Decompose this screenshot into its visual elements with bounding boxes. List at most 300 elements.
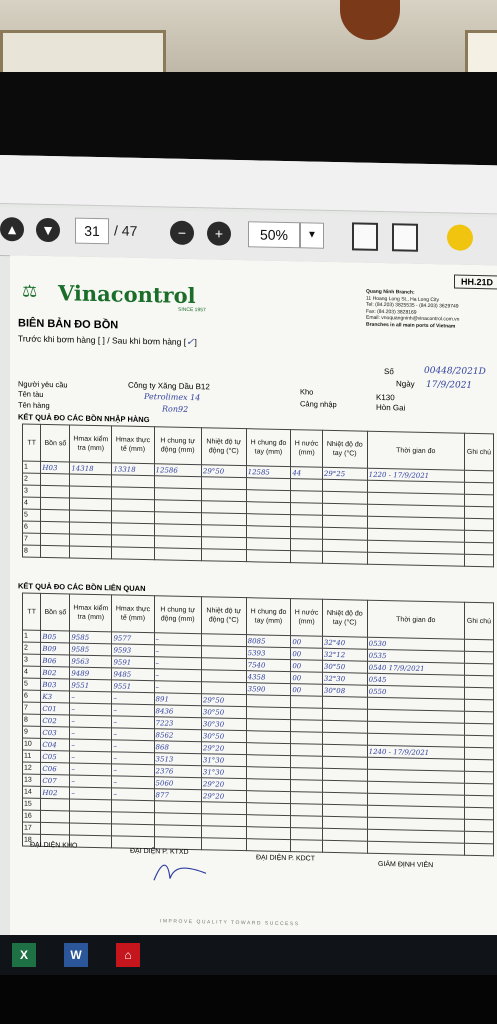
table-cell: – (154, 645, 201, 658)
table-cell (322, 720, 367, 733)
table-cell: 3590 (246, 683, 291, 696)
section-import-title: KẾT QUẢ ĐO CÁC BỒN NHẬP HÀNG (18, 412, 150, 425)
table-cell: – (154, 657, 201, 670)
table-cell (41, 545, 70, 558)
table-cell: 3 (23, 654, 41, 666)
so-value: 00448/2021D (424, 365, 486, 378)
header-cell: Ghi chú (464, 433, 493, 471)
table-cell (41, 533, 70, 546)
table-cell (291, 479, 323, 492)
table-cell: 1 (23, 630, 41, 642)
table-cell: C01 (41, 702, 70, 715)
table-cell: 7223 (154, 717, 201, 730)
table-cell: B03 (41, 678, 70, 691)
table-cell (464, 819, 493, 832)
table-cell: 29°50 (201, 694, 246, 707)
zoom-input[interactable]: 50% (248, 221, 300, 248)
table-cell (201, 634, 246, 647)
table-cell: 9 (23, 726, 41, 738)
table-cell: – (154, 669, 201, 682)
table-cell: 9577 (112, 632, 154, 645)
table-cell (154, 825, 201, 838)
table-cell: 29°50 (201, 465, 246, 478)
table-cell: 00 (291, 672, 323, 685)
table-cell (291, 840, 323, 853)
table-cell (201, 501, 246, 514)
table-cell: – (112, 788, 154, 801)
table-cell (112, 523, 154, 536)
table-cell (201, 670, 246, 683)
comment-icon[interactable] (447, 224, 473, 251)
page-total: / 47 (114, 222, 138, 239)
table-cell (291, 828, 323, 841)
table-cell: – (70, 751, 112, 764)
table-cell: – (112, 704, 154, 717)
table-cell (291, 696, 323, 709)
table-cell (464, 482, 493, 495)
table-cell (70, 534, 112, 547)
table-cell: 8562 (154, 729, 201, 742)
table-cell (291, 515, 323, 528)
table-cell (246, 550, 291, 563)
table-cell (322, 696, 367, 709)
table-cell (201, 477, 246, 490)
page-number-input[interactable]: 31 (75, 218, 109, 245)
table-cell (464, 470, 493, 483)
table-cell (70, 522, 112, 535)
table-cell (112, 547, 154, 560)
table-cell (291, 732, 323, 745)
table-cell (41, 822, 70, 835)
table-cell (154, 488, 201, 501)
table-cell: 32°12 (322, 648, 367, 661)
header-cell: Nhiệt độ tự động (°C) (201, 428, 246, 466)
table-cell (322, 780, 367, 793)
table-cell (322, 527, 367, 540)
table-cell (464, 807, 493, 820)
table-cell (201, 838, 246, 851)
table-cell (41, 521, 70, 534)
monitor-screen (0, 155, 497, 945)
table-cell: 5 (23, 678, 41, 690)
table-cell: 4 (23, 497, 41, 509)
table-cell: 17 (23, 822, 41, 834)
table-cell: – (112, 752, 154, 765)
menu-toolbar (0, 155, 497, 214)
table-cell: 9591 (112, 656, 154, 669)
table-cell (367, 841, 464, 855)
table-cell: B05 (41, 630, 70, 643)
header-cell: Ghi chú (464, 602, 493, 640)
zoom-out-icon[interactable]: − (170, 221, 194, 246)
table-cell (464, 639, 493, 652)
table-cell: 868 (154, 741, 201, 754)
table-cell (246, 707, 291, 720)
check-mark-icon: ✓ (186, 336, 195, 349)
table-cell (464, 554, 493, 567)
table-cell (291, 816, 323, 829)
table-cell: 9585 (70, 631, 112, 644)
table-cell (70, 823, 112, 836)
table-cell: 12586 (154, 464, 201, 477)
table-cell (154, 512, 201, 525)
table-cell (246, 478, 291, 491)
footer-slogan: IMPROVE QUALITY TOWARD SUCCESS (160, 918, 300, 928)
table-cell (464, 518, 493, 531)
table-cell: 14 (23, 786, 41, 798)
table-cell (322, 744, 367, 757)
table-cell (154, 548, 201, 561)
table-cell: 9593 (112, 644, 154, 657)
table-cell: C03 (41, 726, 70, 739)
header-cell: Nhiệt độ đo tay (°C) (322, 430, 367, 468)
lamp (340, 0, 400, 40)
word-icon[interactable]: W (64, 943, 88, 967)
table-cell: 18 (23, 834, 41, 846)
table-cell: 30°30 (201, 718, 246, 731)
table-cell (201, 646, 246, 659)
table-cell (246, 514, 291, 527)
warehouse-value: K130 (376, 392, 395, 403)
table-cell: – (112, 716, 154, 729)
table-cell (70, 510, 112, 523)
monitor-stand (0, 975, 497, 1024)
header-cell: H chung đo tay (mm) (246, 429, 291, 467)
table-cell: 9489 (70, 667, 112, 680)
header-cell: TT (23, 424, 41, 461)
table-cell: – (70, 703, 112, 716)
window-right (465, 30, 497, 78)
table-cell (112, 499, 154, 512)
table-cell: 0540 17/9/2021 (367, 661, 464, 675)
table-cell (322, 816, 367, 829)
table-cell: 7 (23, 702, 41, 714)
table-cell: – (154, 681, 201, 694)
header-cell: Nhiệt độ đo tay (°C) (322, 599, 367, 637)
table-cell (464, 663, 493, 676)
table-cell: 0550 (367, 685, 464, 699)
table-cell: 5060 (154, 777, 201, 790)
table-cell (291, 539, 323, 552)
table-cell: – (70, 739, 112, 752)
table-cell: B06 (41, 654, 70, 667)
table-cell (246, 839, 291, 852)
table-cell (201, 682, 246, 695)
header-cell: H nước (mm) (291, 599, 323, 637)
table-cell (464, 699, 493, 712)
table-cell (154, 536, 201, 549)
table-cell (246, 490, 291, 503)
table-cell: 3 (23, 485, 41, 497)
table-cell (41, 497, 70, 510)
table-cell (70, 486, 112, 499)
table-cell: 891 (154, 693, 201, 706)
table-cell: 1240 - 17/9/2021 (367, 745, 464, 759)
table-cell (112, 511, 154, 524)
header-cell: Hmax thực tế (mm) (112, 426, 154, 464)
table-cell: – (112, 776, 154, 789)
table-cell (70, 498, 112, 511)
table-cell (201, 525, 246, 538)
table-cell (464, 542, 493, 555)
table-cell: C06 (41, 762, 70, 775)
table-cell: C05 (41, 750, 70, 763)
table-cell (201, 814, 246, 827)
table-cell: H02 (41, 786, 70, 799)
branch-info: Quang Ninh Branch: 11 Hoang Long St., Ha Long City Tel: (84.203) 3825535 - (84.203) 3629749 Fax: (84.203) 3828169 Email: vnoquangninh@vinacontrol.com.vn Branches in all main ports of Vietnam (366, 288, 460, 330)
table-cell: 29°20 (201, 742, 246, 755)
table-cell (154, 524, 201, 537)
table-cell (291, 551, 323, 564)
table-cell (322, 503, 367, 516)
header-cell: Hmax thực tế (mm) (112, 595, 154, 633)
table-cell: – (70, 715, 112, 728)
table-cell: 00 (291, 648, 323, 661)
port-value: Hòn Gai (376, 402, 406, 413)
table-cell (322, 804, 367, 817)
table-cell: B09 (41, 642, 70, 655)
table-cell: 8 (23, 545, 41, 557)
table-cell: 29°25 (322, 467, 367, 480)
header-cell: Hmax kiểm tra (mm) (70, 594, 112, 632)
table-cell (464, 831, 493, 844)
table-cell: 00 (291, 684, 323, 697)
table-cell (291, 744, 323, 757)
table-cell: 29°20 (201, 790, 246, 803)
table-cell (201, 658, 246, 671)
table-cell (246, 827, 291, 840)
table-cell (322, 491, 367, 504)
sign-warehouse: ĐẠI DIỆN KHO (30, 841, 78, 850)
table-cell: 4 (23, 666, 41, 678)
table-cell (246, 719, 291, 732)
table-cell (112, 812, 154, 825)
table-cell: 9563 (70, 655, 112, 668)
table-cell (322, 551, 367, 564)
table-cell: 12 (23, 762, 41, 774)
table-cell (291, 527, 323, 540)
table-cell: 29°20 (201, 778, 246, 791)
table-cell: C04 (41, 738, 70, 751)
table-cell (322, 840, 367, 853)
table-cell (464, 843, 493, 856)
table-cell: 5393 (246, 647, 291, 660)
table-cell: 11 (23, 750, 41, 762)
table-cell: 30°50 (201, 730, 246, 743)
table-cell: 13318 (112, 463, 154, 476)
table-cell (464, 506, 493, 519)
table-cell (41, 509, 70, 522)
header-cell: H chung tự động (mm) (154, 596, 201, 634)
table-cell: 14318 (70, 462, 112, 475)
table-cell (201, 513, 246, 526)
table-cell: 9485 (112, 668, 154, 681)
table-cell: 5 (23, 509, 41, 521)
table-cell: 7540 (246, 659, 291, 672)
table-cell (246, 538, 291, 551)
sign-kdct: ĐẠI DIỆN P. KDCT (256, 854, 315, 863)
table-cell (464, 759, 493, 772)
table-cell (464, 494, 493, 507)
table-cell (70, 474, 112, 487)
table-cell (246, 502, 291, 515)
table-cell: 877 (154, 789, 201, 802)
table-cell: – (112, 740, 154, 753)
document-page: HH.21D ⚖ Vinacontrol SINCE 1957 Quang Ninh Branch: 11 Hoang Long St., Ha Long City Tel: (84.203) 3825535 - (84.203) 3629749 Fax: (84.203) 3828169 Email: vnoquangninh@vinacontrol.com.vn Branches in all main ports of Vietnam BIÊN BẢN ĐO BỒN Trước khi bơm hàng [ ] / Sau khi bơm hàng [✓] Số 00448/2021D Ngày 17/9/2021 Người yêu cầu Công ty Xăng Dầu B12 Tên tàu Petrolimex 14 Tên hàng Ron92 Kho K130 Cảng nhập Hòn Gai KẾT QUẢ ĐO CÁC BỒN NHẬP HÀNG TT Bồn số Hmax kiểm tra (mm) Hmax thực tế (mm) H chung tự động (mm) Nhiệt độ tự động (°C) H chung đo tay (mm) H nước (mm) Nhiệt độ đo tay (°C) Thời gian đo Ghi chú 1 H03 14318 13318 12586 29°50 12585 44 29°25 1220 - 17/9/2021 2 3 4 5 6 7 8 KẾT QUẢ ĐO CÁC BỒN LIÊN QUAN TT Bồn số Hmax kiểm tra (mm) Hmax thực tế (mm) H chung tự động (mm) Nhiệt độ tự động (°C) H chung đo tay (mm) H nước (mm) Nhiệt độ đo tay (°C) Thời gian đo Ghi chú 1 B05 9585 9577 – 8085 00 32°40 0530 2 B09 9585 9593 – 5393 00 32°12 0535 3 B06 9563 9591 – 7540 00 30°50 0540 17/9/2021 4 B02 9489 9485 – 4358 00 32°30 0545 5 B03 9551 9551 – 3590 00 30°08 0550 6 K3 – – 891 29°50 7 C01 – – 8436 30°50 8 C02 – – 7223 30°30 9 C03 – – 8562 30°50 10 C04 – – 868 29°20 1240 - 17/9/2021 11 C05 – – 3513 31°30 12 C06 – – 2376 31°30 13 C07 – – 5060 29°20 14 H02 – – 877 29°20 15 16 17 18 ĐẠI DIỆN KHO ĐẠI DIỆN P. KTXD ĐẠI DIỆN P. KDCT GIÁM ĐỊNH VIÊN IMPROVE QUALITY TOWARD SUCCESS (10, 255, 497, 945)
table-cell (464, 687, 493, 700)
header-cell: TT (23, 593, 41, 630)
table-cell (112, 535, 154, 548)
table-cell: 7 (23, 533, 41, 545)
cargo-value: Ron92 (162, 404, 189, 414)
table-cell: – (112, 692, 154, 705)
table-cell (201, 802, 246, 815)
zoom-in-icon[interactable]: + (207, 221, 231, 246)
table-cell (291, 720, 323, 733)
table-cell (246, 743, 291, 756)
brand-since: SINCE 1957 (178, 306, 206, 314)
background-room (0, 0, 497, 78)
excel-icon[interactable]: X (12, 943, 36, 967)
table-cell: 30°50 (201, 706, 246, 719)
table-cell (367, 552, 464, 566)
vinacontrol-logo-icon: ⚖ (22, 281, 38, 301)
header-cell: Nhiệt độ tự động (°C) (201, 597, 246, 635)
table-cell: 4358 (246, 671, 291, 684)
table-cell: – (70, 763, 112, 776)
table-cell (246, 767, 291, 780)
table-cell (291, 804, 323, 817)
table-cell (70, 799, 112, 812)
pdf-icon[interactable]: ⌂ (116, 943, 140, 967)
table-cell: 13 (23, 774, 41, 786)
table-cell: 30°50 (322, 660, 367, 673)
table-cell (322, 515, 367, 528)
pump-status: Trước khi bơm hàng [ ] / Sau khi bơm hàng [✓] (18, 333, 197, 349)
table-cell (464, 795, 493, 808)
brand-name: Vinacontrol (58, 280, 196, 309)
table-cell (41, 485, 70, 498)
table-cell (41, 473, 70, 486)
table-cell: B02 (41, 666, 70, 679)
header-cell: H chung tự động (mm) (154, 427, 201, 465)
table-cell (291, 503, 323, 516)
table-cell (246, 755, 291, 768)
table-cell (464, 675, 493, 688)
table-cell: 6 (23, 521, 41, 533)
table-cell (154, 476, 201, 489)
table-cell: H03 (41, 461, 70, 474)
table-cell (112, 800, 154, 813)
table-cell (322, 539, 367, 552)
table-cell (112, 824, 154, 837)
table-cell (41, 810, 70, 823)
section-related-title: KẾT QUẢ ĐO CÁC BỒN LIÊN QUAN (18, 581, 146, 594)
table-cell: 30°08 (322, 684, 367, 697)
table-cell (70, 811, 112, 824)
form-code: HH.21D (454, 275, 497, 290)
fit-page-icon[interactable] (392, 223, 418, 252)
table-cell: 0530 (367, 637, 464, 651)
table-cell (322, 792, 367, 805)
table-cell: 44 (291, 467, 323, 480)
import-tanks-table (22, 423, 494, 567)
table-cell: 9551 (112, 680, 154, 693)
table-cell (246, 731, 291, 744)
table-cell (201, 537, 246, 550)
table-cell (291, 491, 323, 504)
table-cell: 3513 (154, 753, 201, 766)
table-cell: C07 (41, 774, 70, 787)
dropdown-icon[interactable]: ▼ (300, 222, 324, 249)
table-cell (246, 526, 291, 539)
table-cell (246, 815, 291, 828)
sign-inspector: GIÁM ĐỊNH VIÊN (378, 860, 434, 870)
arrow-up-icon[interactable]: ▲ (0, 217, 24, 242)
table-cell: 2 (23, 642, 41, 654)
header-cell: H nước (mm) (291, 430, 323, 468)
table-cell (201, 489, 246, 502)
table-cell: – (154, 633, 201, 646)
table-cell: 32°30 (322, 672, 367, 685)
header-cell: Bồn số (41, 424, 70, 462)
table-cell (322, 756, 367, 769)
table-cell (154, 500, 201, 513)
table-cell (291, 708, 323, 721)
table-cell (291, 756, 323, 769)
table-cell: C02 (41, 714, 70, 727)
table-cell (291, 768, 323, 781)
table-cell (201, 549, 246, 562)
table-cell (322, 708, 367, 721)
table-cell (322, 479, 367, 492)
table-cell: 8436 (154, 705, 201, 718)
table-cell: 00 (291, 660, 323, 673)
table-cell: 2376 (154, 765, 201, 778)
table-cell: 1220 - 17/9/2021 (367, 468, 464, 482)
table-cell: 8085 (246, 635, 291, 648)
signature-icon (150, 858, 210, 887)
table-cell: 0545 (367, 673, 464, 687)
window-left (0, 30, 166, 78)
table-cell: K3 (41, 690, 70, 703)
related-tanks-table (22, 592, 494, 856)
fit-width-icon[interactable] (352, 222, 378, 251)
table-cell (322, 732, 367, 745)
header-cell: Thời gian đo (367, 600, 464, 639)
table-cell (464, 651, 493, 664)
table-cell: 2 (23, 473, 41, 485)
table-cell (112, 475, 154, 488)
table-cell: – (112, 728, 154, 741)
table-cell (322, 828, 367, 841)
table-cell: – (70, 691, 112, 704)
table-cell (322, 768, 367, 781)
table-cell: – (70, 775, 112, 788)
table-cell: 10 (23, 738, 41, 750)
table-cell (464, 747, 493, 760)
table-cell (41, 798, 70, 811)
table-cell: 16 (23, 810, 41, 822)
table-cell: 31°30 (201, 754, 246, 767)
taskbar (0, 935, 497, 975)
table-cell (464, 735, 493, 748)
doc-title: BIÊN BẢN ĐO BỒN (18, 317, 119, 332)
table-cell (112, 836, 154, 849)
sign-ktxd: ĐẠI DIỆN P. KTXD (130, 847, 189, 856)
requester-value: Công ty Xăng Dầu B12 (128, 380, 210, 392)
arrow-down-icon[interactable]: ▼ (36, 218, 60, 243)
